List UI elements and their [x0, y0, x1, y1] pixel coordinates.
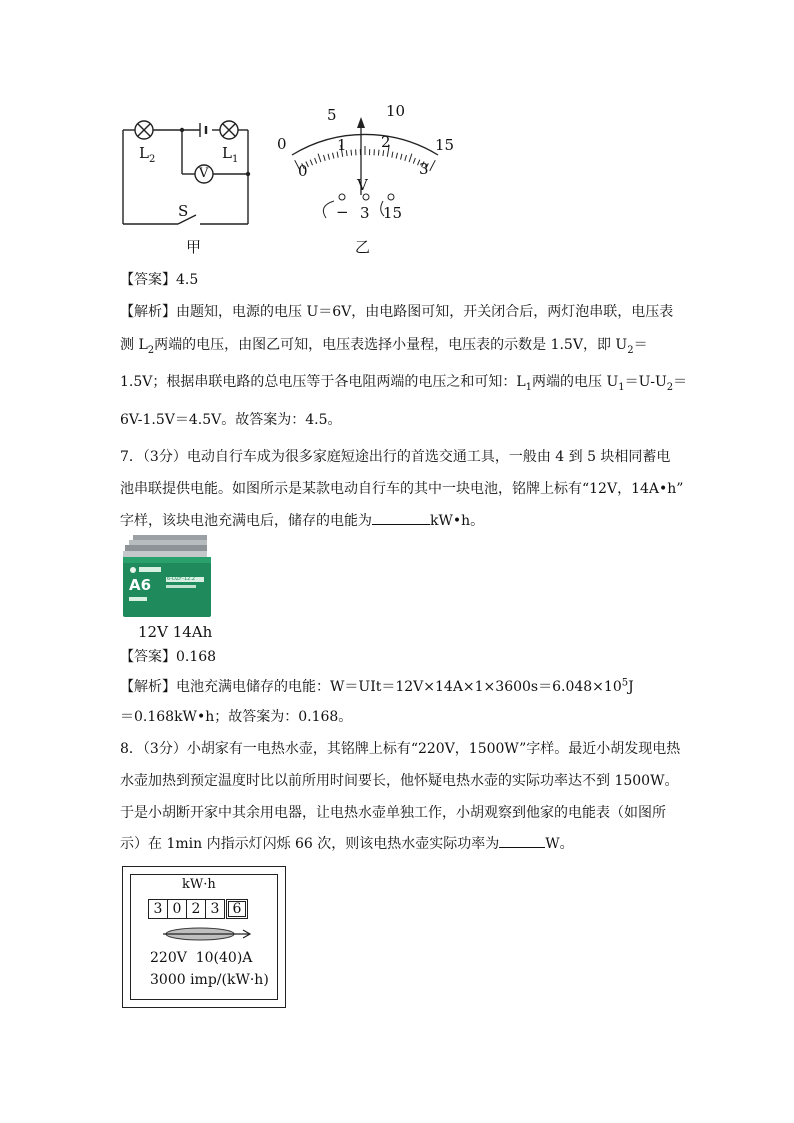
q7-answer-blank	[372, 510, 430, 525]
battery-badge: A6	[129, 576, 152, 594]
dial-big-scale-15: 15	[435, 136, 455, 154]
circuit-caption: 甲	[186, 238, 202, 256]
meter-constant: 3000 imp/(kW·h)	[150, 972, 269, 988]
dial-tick	[401, 154, 403, 160]
q8-answer-blank	[499, 833, 545, 848]
q7-answer: 【答案】0.168	[120, 649, 217, 665]
battery-image	[121, 535, 217, 621]
q6-analysis-line3: 1.5V；根据串联电路的总电压等于各电阻两端的电压之和可知：$L_1$两端的电压 $U_1=U-U_2=$	[120, 374, 688, 393]
dial-tick	[328, 154, 330, 160]
q8-stem-line2: 水壶加热到预定温度时比以前所用时间要长，他怀疑电热水壶的实际功率达不到 1500W。	[120, 773, 679, 789]
terminal-negative: −	[336, 203, 349, 221]
dial-tick	[392, 152, 393, 158]
q8-stem-line4: 示）在 1min 内指示灯闪烁 66 次，则该电热水壶实际功率为 W。	[120, 833, 574, 853]
meter-unit: kW·h	[182, 877, 216, 892]
dial-caption: 乙	[355, 238, 371, 256]
dial-tick	[409, 154, 412, 163]
dial-big-scale-10: 10	[386, 102, 406, 120]
dial-tick	[310, 160, 312, 166]
dial-tick	[333, 153, 334, 159]
lamp-l1-label: $L_1$	[222, 144, 239, 165]
terminal-3: 3	[360, 204, 370, 222]
dial-tick	[413, 158, 415, 164]
meter-digit: 0	[167, 899, 187, 919]
dial-tick	[396, 153, 397, 159]
q8-stem-line3: 于是小胡断开家中其余用电器，让电热水壶单独工作，小胡观察到他家的电能表（如图所	[120, 805, 666, 821]
battery-model: 6-DZF-12.2	[167, 576, 196, 582]
q6-analysis-line2: 测 $L_2$两端的电压，由图乙可知，电压表选择小量程，电压表的示数是 1.5V，即 $U_2=$	[120, 337, 648, 356]
switch-label: S	[178, 202, 189, 220]
dial-tick	[378, 150, 379, 156]
q7-stem-line2: 池串联提供电能。如图所示是某款电动自行车的其中一块电池，铭牌上标有“12V，14A•h”	[120, 481, 684, 497]
q7-stem-line1: 7．（3分）电动自行车成为很多家庭短途出行的首选交通工具，一般由 4 到 5 块相同蓄电	[120, 449, 671, 465]
terminal-15: 15	[383, 204, 403, 222]
dial-small-scale-1: 1	[337, 136, 347, 154]
dial-small-scale-2: 2	[381, 133, 391, 151]
dial-big-scale-0: 0	[277, 135, 287, 153]
meter-disc-icon	[155, 924, 255, 944]
meter-digit: 3	[148, 899, 168, 919]
dial-tick	[324, 155, 326, 161]
q6-answer: 【答案】4.5	[120, 272, 199, 288]
dial-tick	[318, 154, 321, 163]
q6-analysis-line4: 6V-1.5V＝4.5V。故答案为：4.5。	[120, 412, 342, 428]
q7-analysis-line1: 【解析】电池充满电储存的电能：$W=UIt=12V\times 14A\times 1\times 3600s=6.048\times 10^5J$	[120, 677, 634, 695]
q7-stem-line3: 字样，该块电池充满电后，储存的电能为 kW•h。	[120, 510, 484, 530]
lamp-l2-label: $L_2$	[139, 144, 156, 165]
meter-digits	[149, 899, 248, 919]
dial-small-scale-0: 0	[298, 162, 308, 180]
dial-symbol-v: V	[357, 176, 368, 194]
meter-rating: 220V 10(40)A	[150, 950, 253, 966]
meter-digit-decimal: 6	[226, 899, 248, 919]
q7-analysis-line2: ＝0.168kW•h；故答案为：0.168。	[120, 709, 353, 725]
dial-tick	[430, 160, 436, 171]
q8-stem-line1: 8．（3分）小胡家有一电热水壶，其铭牌上标有“220V，1500W”字样。最近小胡发现电热	[120, 741, 681, 757]
voltmeter-symbol-label: V	[199, 166, 209, 181]
dial-small-scale-3: 3	[419, 160, 429, 178]
q6-analysis-line1: 【解析】由题知，电源的电压 U＝6V，由电路图可知，开关闭合后，两灯泡串联，电压表	[120, 304, 674, 320]
battery-caption: 12V 14Ah	[138, 623, 213, 641]
meter-digit: 3	[205, 899, 225, 919]
meter-digit: 2	[186, 899, 206, 919]
dial-tick	[351, 150, 352, 156]
dial-tick	[405, 155, 407, 161]
dial-tick	[315, 158, 317, 164]
dial-tick	[383, 150, 384, 156]
dial-big-scale-5: 5	[327, 106, 337, 124]
